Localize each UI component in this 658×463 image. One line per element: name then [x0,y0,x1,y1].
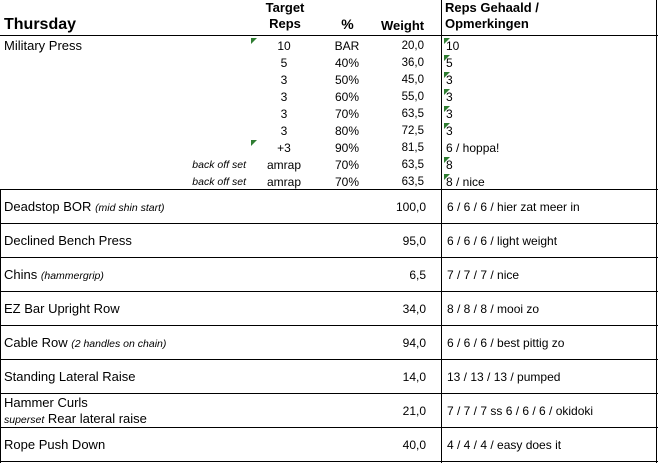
percent-value: 50% [334,73,360,87]
target-reps: 3 [280,73,288,87]
weight-value: 36,0 [401,57,424,69]
weight-value: 45,0 [401,74,424,86]
back-off-set-label: back off set [192,176,246,188]
exercise-name [4,199,165,216]
reps-done[interactable]: 8 / 8 / 8 / mooi zo [447,302,540,316]
divider [0,223,658,224]
reps-done[interactable]: 10 [446,39,460,53]
comment-marker-icon[interactable] [444,123,450,129]
comment-marker-icon[interactable] [251,38,257,44]
column-divider [0,189,1,463]
day-title: Thursday [4,16,77,33]
exercise-title: Cable Row [4,335,68,350]
percent-value: 40% [334,56,360,70]
weight-value: 20,0 [401,40,424,52]
target-reps: amrap [266,158,301,172]
divider [0,461,658,462]
exercise-title: Rope Push Down [4,437,106,452]
comment-marker-icon[interactable] [251,140,257,146]
exercise-note: (2 handles on chain) [71,338,167,350]
percent-header: % [341,16,354,32]
exercise-title: EZ Bar Upright Row [4,301,120,316]
divider [0,393,658,394]
weight-value: 63,5 [401,176,424,188]
reps-done[interactable]: 6 / 6 / 6 / hier zat meer in [447,200,580,214]
target-reps: 3 [280,107,288,121]
comment-marker-icon[interactable] [444,55,450,61]
target-reps: 10 [277,39,291,53]
divider [0,359,658,360]
notes-header-line2: Opmerkingen [445,16,529,31]
weight-value: 63,5 [401,108,424,120]
comment-marker-icon[interactable] [444,106,450,112]
reps-done[interactable]: 3 [446,124,453,138]
comment-marker-icon[interactable] [444,174,450,180]
exercise-title: Standing Lateral Raise [4,369,136,384]
divider [0,427,658,428]
exercise-title: Deadstop BOR [4,199,92,214]
reps-done[interactable]: 5 [446,56,453,70]
weight-value: 100,0 [395,200,426,214]
comment-marker-icon[interactable] [444,38,450,44]
exercise-name [4,233,132,249]
weight-value: 55,0 [401,91,424,103]
weight-value: 95,0 [402,234,426,248]
target-header: Target [265,0,305,15]
reps-done[interactable]: 3 [446,90,453,104]
superset-label: superset [4,414,45,426]
percent-value: 70% [334,158,360,172]
reps-done[interactable]: 6 / 6 / 6 / best pittig zo [447,336,565,350]
divider [0,189,658,190]
percent-value: 90% [334,141,360,155]
reps-done[interactable]: 3 [446,107,453,121]
divider [0,35,658,36]
exercise-title: Declined Bench Press [4,233,132,248]
reps-done[interactable]: 6 / 6 / 6 / light weight [447,234,558,248]
reps-done[interactable]: 6 / hoppa! [446,141,500,155]
target-reps: +3 [277,141,291,155]
reps-done[interactable]: 8 / nice [446,175,485,189]
notes-header-line1: Reps Gehaald / [445,0,539,15]
reps-done[interactable]: 7 / 7 / 7 ss 6 / 6 / 6 / okidoki [447,404,594,418]
target-reps: 3 [280,124,288,138]
weight-value: 6,5 [409,268,426,282]
exercise-name [4,369,136,385]
comment-marker-icon[interactable] [444,89,450,95]
weight-value: 34,0 [402,302,426,316]
weight-value: 72,5 [401,125,424,137]
superset-exercise: Rear lateral raise [47,411,147,426]
exercise-name [4,301,120,317]
target-reps: 3 [280,90,288,104]
exercise-name [4,335,166,352]
reps-done[interactable]: 13 / 13 / 13 / pumped [447,370,561,384]
reps-done[interactable]: 3 [446,73,453,87]
target-reps: amrap [266,175,301,189]
superset-line [4,411,147,428]
comment-marker-icon[interactable] [444,157,450,163]
exercise-note: (mid shin start) [95,202,165,214]
weight-value: 14,0 [402,370,426,384]
percent-value: 70% [334,175,360,189]
column-divider [656,0,657,463]
divider [0,257,658,258]
reps-done[interactable]: 4 / 4 / 4 / easy does it [447,438,562,452]
comment-marker-icon[interactable] [444,72,450,78]
percent-value: 70% [334,107,360,121]
weight-header: Weight [381,18,425,33]
percent-value: 80% [334,124,360,138]
column-divider [441,0,442,463]
exercise-note: (hammergrip) [40,270,104,282]
weight-value: 94,0 [402,336,426,350]
exercise-name [4,267,104,284]
back-off-set-label: back off set [192,159,246,171]
weight-value: 21,0 [402,404,426,418]
exercise-title: Hammer Curls [4,395,88,410]
reps-done[interactable]: 7 / 7 / 7 / nice [447,268,520,282]
exercise-title: Chins [4,267,38,282]
reps-done[interactable]: 8 [446,158,453,172]
weight-value: 63,5 [401,159,424,171]
percent-value: 60% [334,90,360,104]
target-reps: 5 [280,56,288,70]
percent-value: BAR [334,39,360,53]
weight-value: 81,5 [401,142,424,154]
reps-header: Reps [269,16,301,31]
weight-value: 40,0 [402,438,426,452]
divider [0,291,658,292]
divider [0,325,658,326]
exercise-name-military-press: Military Press [4,38,83,53]
